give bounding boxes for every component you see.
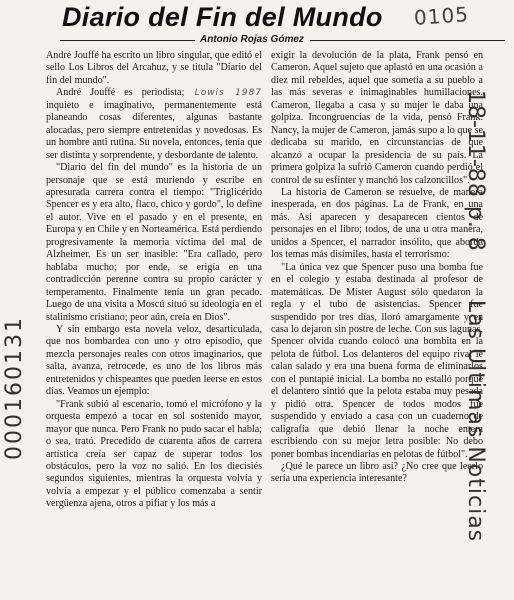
article-title: Diario del Fin del Mundo: [62, 2, 383, 32]
source-newspaper: Las Ultimas Noticias: [463, 299, 488, 543]
source-date: 18-11-88 p. 8: [463, 90, 488, 252]
source-annotation-handwritten: [463, 90, 488, 590]
byline-rule-left: [60, 40, 195, 41]
article-column-left: [46, 50, 262, 511]
paragraph-4: Y sin embargo esta novela veloz, desarticulada, que nos bombardea con uno y otro episodio, que mezcla personajes reales con otros imaginarios, que salta, avanza, retrocede, es uno de los libros más entretenidos y chispeantes que pueden leerse en estos días. Veamos un ejemplo:: [46, 323, 262, 398]
paragraph-6: exigir la devolución de la plata, Frank pensó en Cameron. Aquel sujeto que aplastó en una ocasión a diez mil rebeldes, aquel que sometía a su pueblo a las más severas e inimaginables humillaciones. Cameron, llegaba a casa y su mujer le daba una golpiza. Incongruencias de la vida, pensó Frank. Nancy, la mujer de Cameron, jamás supo a lo que se dedicaba su marido, en circunstancias de que alcanzó a ocupar la presidencia de su país. La primera golpiza la sufrió Cameron cuando perdió el control de su esfínter y manchó los calzoncillos".: [271, 50, 483, 186]
paragraph-3: "Diario del fin del mundo" es la historia de un personaje que se está muriendo y escribe en apresurada carrera contra el tiempo: "Triglicérido Spencer es y era alto, flaco, chico y gordo", lo define el autor. Vive en el pasado y en el presente, en Europa y en Chile y en Norteamérica. Está perdiendo progresivamente la memoria víctima del mal de Alzheimer. Es un ser inasible: "Era callado, pero hablaba mucho; por ende, se erigía en una contradicción perenne contra su propio carácter y temperamento. Finalmente tenía un gran pecado. Luego de una visita a Moscú situó su ideología en el stalinismo cristiano; peor aún, creía en Dios".: [46, 162, 262, 323]
article-column-right: [271, 50, 483, 486]
author-byline: Antonio Rojas Gómez: [200, 34, 304, 45]
paragraph-1: André Jouffé ha escrito un libro singular, que editó el sello Los Libros del Arcahuz, y se titula "Diario del fin del mundo".: [46, 50, 262, 86]
archive-code-handwritten: 000160131: [2, 316, 27, 460]
paragraph-5: "Frank subió al escenario, tomó el micrófono y la orquesta empezó a tocar en sol sostenido mayor, mayor que nunca. Pero Frank no pudo sacar el habla; o sea, trató. Precedido de cuarenta años de carrera artística creía ser capaz de superar todos los obstáculos, pero la voz no salió. En los diecisiés segundos siguientes, mientras la orquesta volvía y volvía a empezar y el público comenzaba a sentir vergüenza ajena, otros a pifiar y los más a: [46, 398, 262, 510]
paragraph-9: ¿Qué le parece un libro así? ¿No cree que leerlo sería una experiencia interesante?: [271, 460, 483, 485]
paragraph-2: André Jouffé es periodista; Lowis 1987 inquieto e imaginativo, permanentemente está planeando cosas diferentes, algunas bastante alocadas, pero siempre entretenidas y novedosas. Es un hombre anti rutina. Su novela, entonces, tenía que ser distinta y sorprendente, y desbordante de talento.: [46, 87, 262, 161]
archive-stamp-number: 0105: [413, 2, 470, 30]
byline-rule-right: [310, 40, 505, 41]
paragraph-7: La historia de Cameron se resuelve, de manera inesperada, en dos páginas. La de Frank, en una más. Así aparecen y desaparecen cientos de personajes en el libro; todos, de una u otra manera, unidos a Spencer, el narrador insólito, que aborda los temas más disímiles, hasta el terrorismo:: [271, 186, 483, 261]
handwritten-note: Lowis 1987: [184, 88, 262, 99]
paragraph-8: "La única vez que Spencer puso una bomba fue en el colegio y estaba destinada al profesor de matemáticas. De Míster August sólo quedaron la regla y el tubo de asistencias. Spencer fue suspendido por tres días, lloró amargamente y en casa lo dejaron sin postre de leche. Con sus lagunas, Spencer olvida cuando colocó una bombita en la pelota de fútbol. Los delanteros del equipo rival le calan salado y era una buena forma de eliminarlos con el puntapié inicial. La bomba no estalló porque el delantero sintió que la pelota estaba muy pesada y pidió otra. Spencer de todos modos fue suspendido y enviado a casa con un cuaderno de caligrafía que debió llenar la noche entera escribiendo con su mejor letra posible: No debo poner bombas incendiarias en pelotas de fútbol".: [271, 261, 483, 460]
